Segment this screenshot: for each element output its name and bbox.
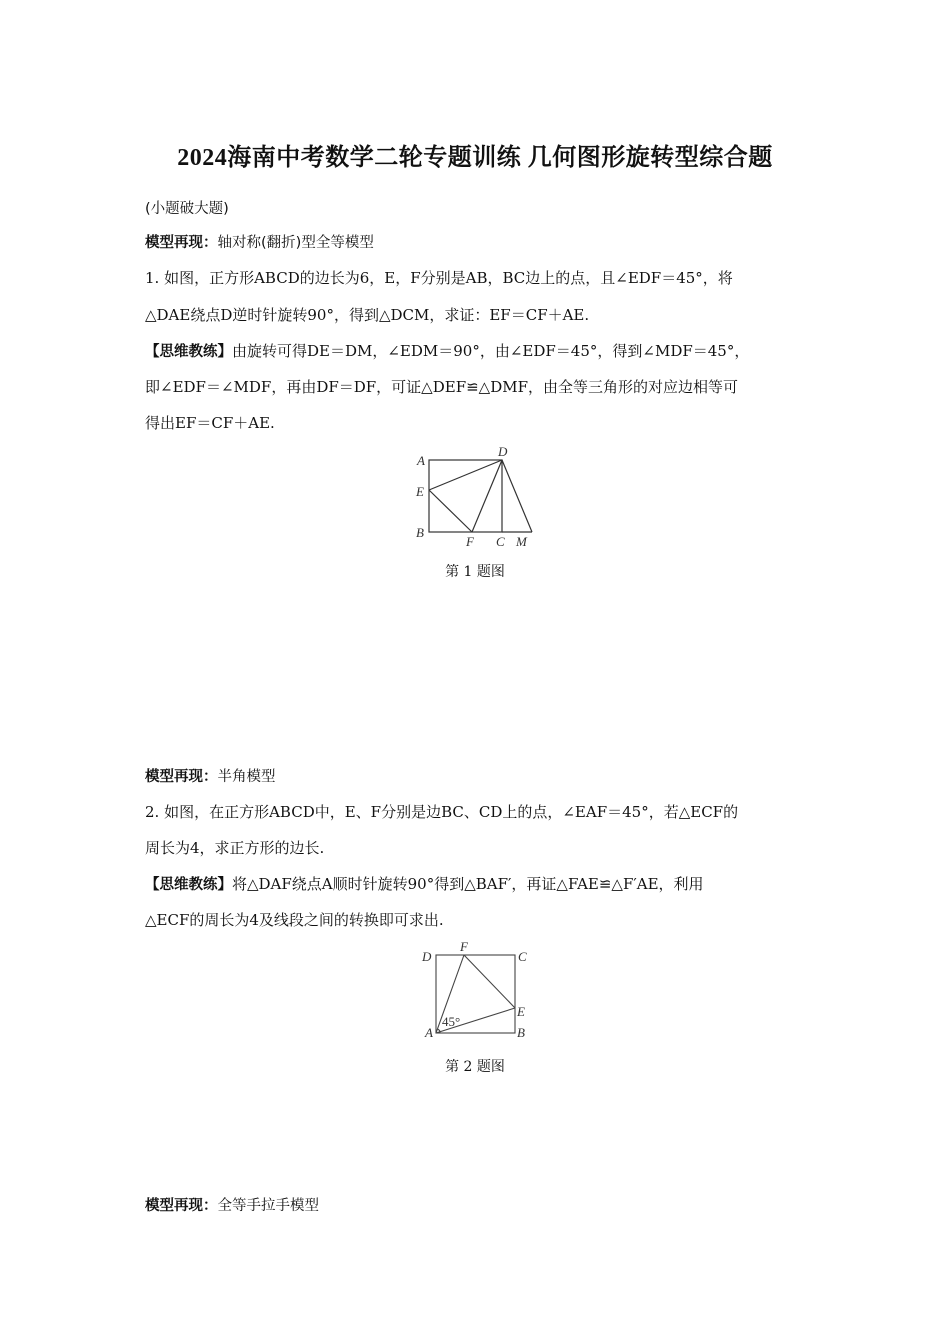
label-B: B bbox=[416, 525, 424, 540]
label-D: D bbox=[422, 949, 432, 964]
hint-text: 由旋转可得DE＝DM，∠EDM＝90°，由∠EDF＝45°，得到∠MDF＝45°， bbox=[232, 342, 750, 360]
hint-label: 【思维教练】 bbox=[145, 344, 232, 360]
model-name: 轴对称(翻折)型全等模型 bbox=[217, 235, 374, 251]
hint-1-line-3: 得出EF＝CF＋AE. bbox=[145, 414, 275, 432]
problem-1-line-1: 1. 如图，正方形ABCD的边长为6，E，F分别是AB，BC边上的点，且∠EDF＝45°，将 bbox=[145, 269, 733, 287]
hint-2-line-2: △ECF的周长为4及线段之间的转换即可求出. bbox=[145, 911, 444, 929]
hint-text: 将△DAF绕点A顺时针旋转90°得到△BAF′，再证△FAE≌△F′AE，利用 bbox=[232, 875, 704, 893]
problem-2-line-2: 周长为4，求正方形的边长. bbox=[145, 839, 325, 857]
subtitle: (小题破大题) bbox=[145, 201, 229, 217]
model-heading-2 bbox=[145, 766, 276, 787]
label-F: F bbox=[460, 939, 468, 954]
label-F: F bbox=[466, 534, 474, 549]
label-M: M bbox=[516, 534, 527, 549]
problem-2-line-1: 2. 如图，在正方形ABCD中，E、F分别是边BC、CD上的点，∠EAF＝45°，若△ECF的 bbox=[145, 803, 739, 821]
problem-1-line-2: △DAE绕点D逆时针旋转90°，得到△DCM，求证：EF＝CF＋AE. bbox=[145, 306, 590, 324]
model-label: 模型再现： bbox=[145, 235, 218, 251]
model-name: 全等手拉手模型 bbox=[217, 1198, 319, 1214]
label-E: E bbox=[517, 1004, 525, 1019]
label-B: B bbox=[517, 1025, 525, 1040]
angle-label: 45° bbox=[442, 1014, 461, 1029]
model-label: 模型再现： bbox=[145, 769, 218, 785]
label-C: C bbox=[518, 949, 527, 964]
page-title: 2024海南中考数学二轮专题训练 几何图形旋转型综合题 bbox=[177, 145, 773, 171]
hint-label: 【思维教练】 bbox=[145, 877, 232, 893]
label-A: A bbox=[417, 453, 425, 468]
hint-1-line-2: 即∠EDF＝∠MDF，再由DF＝DF，可证△DEF≌△DMF，由全等三角形的对应边相等可 bbox=[145, 378, 739, 396]
figure-2-caption: 第 2 题图 bbox=[445, 1059, 505, 1075]
label-A: A bbox=[425, 1025, 433, 1040]
model-heading-3 bbox=[145, 1195, 319, 1216]
figure-1-diagram bbox=[405, 440, 550, 552]
model-label: 模型再现： bbox=[145, 1198, 218, 1214]
model-name: 半角模型 bbox=[217, 769, 276, 785]
model-heading-1 bbox=[145, 232, 374, 253]
hint-2-line-1 bbox=[145, 874, 704, 895]
label-C: C bbox=[496, 534, 505, 549]
label-E: E bbox=[416, 484, 424, 499]
figure-2-diagram bbox=[410, 935, 545, 1045]
hint-1-line-1 bbox=[145, 341, 749, 362]
label-D: D bbox=[498, 444, 508, 459]
figure-1-caption: 第 1 题图 bbox=[445, 564, 505, 580]
